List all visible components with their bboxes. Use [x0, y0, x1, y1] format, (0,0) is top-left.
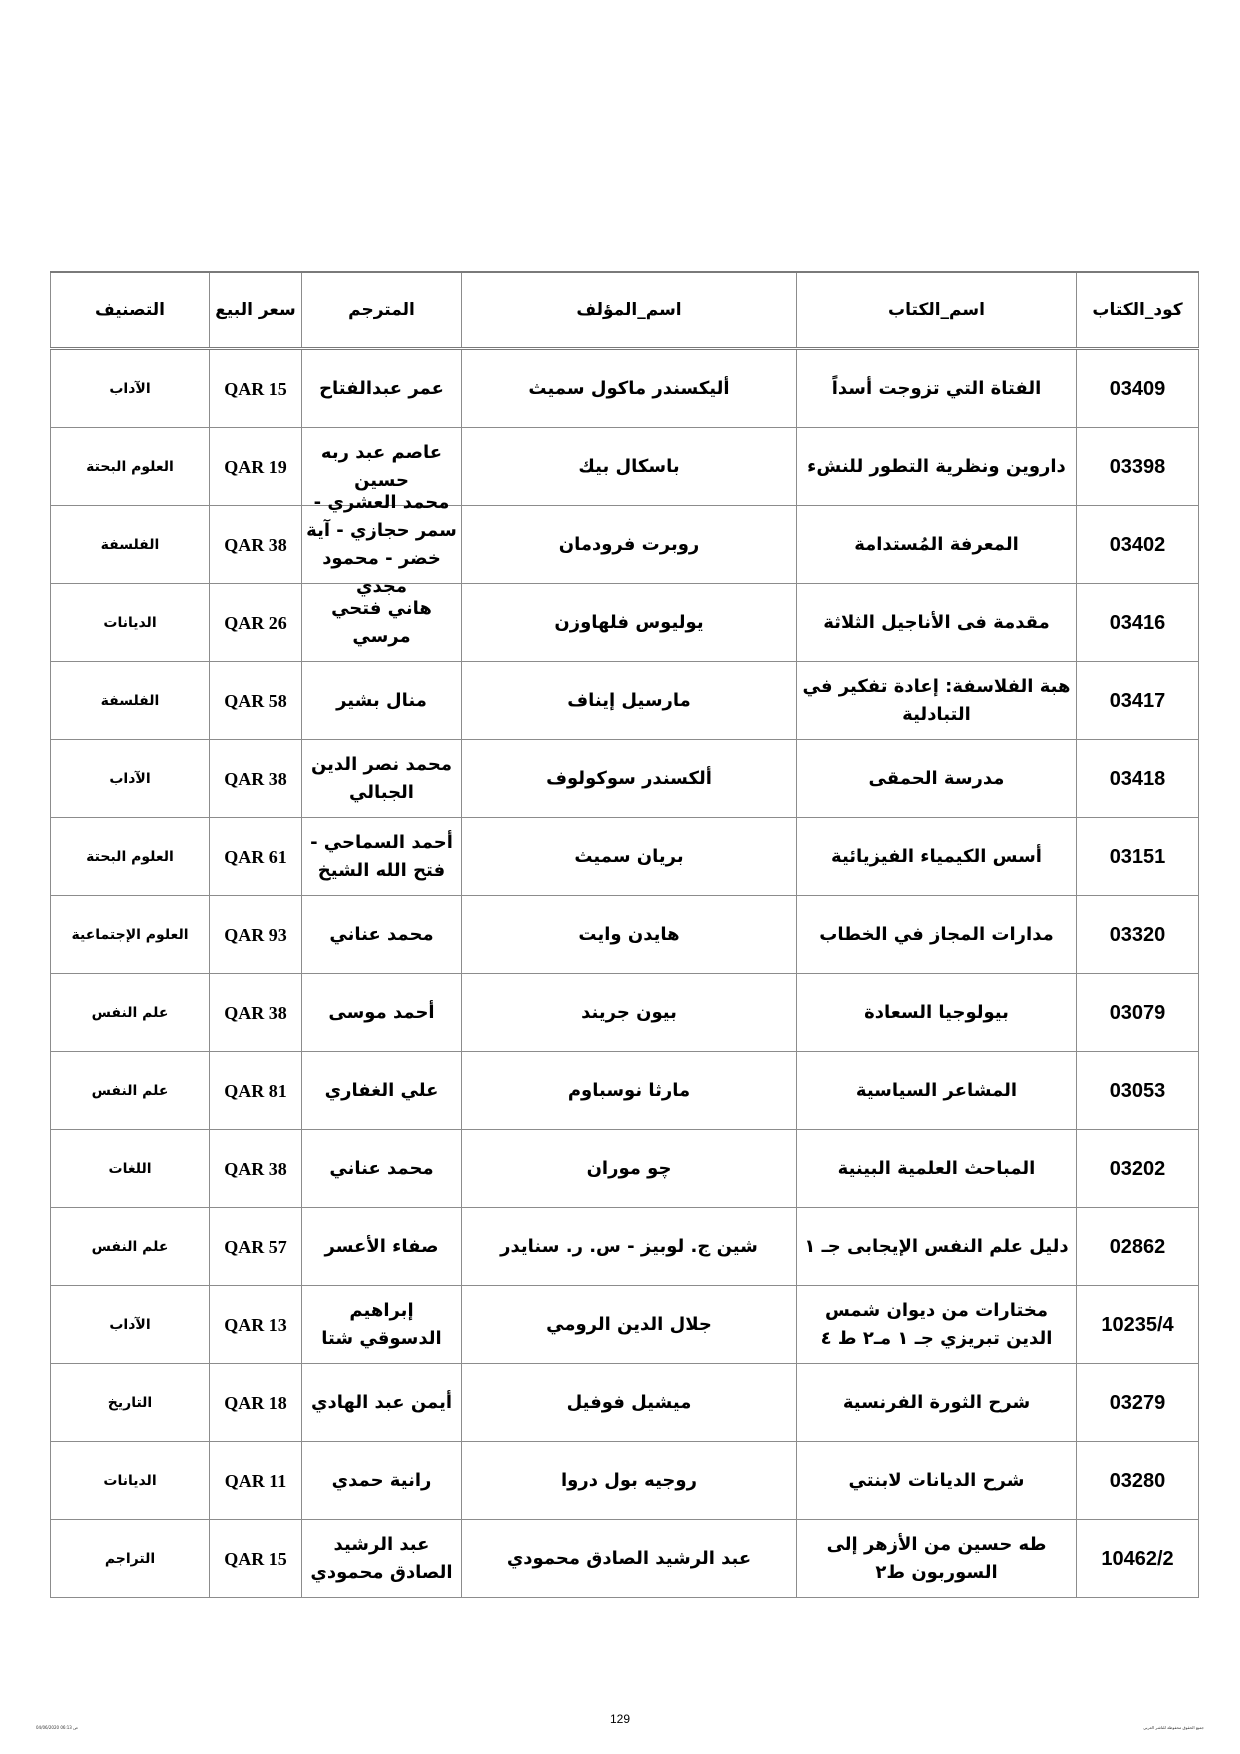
book-code-cell: 03280: [1077, 1442, 1199, 1520]
author-cell: شين ج. لوبيز - س. ر. سنايدر: [462, 1208, 797, 1286]
book-title-cell: المشاعر السياسية: [797, 1052, 1077, 1130]
category-cell: الآداب: [51, 1286, 210, 1364]
book-code-cell: 03398: [1077, 428, 1199, 506]
category-cell: العلوم البحتة: [51, 818, 210, 896]
author-cell: مارثا نوسباوم: [462, 1052, 797, 1130]
author-cell: يوليوس فلهاوزن: [462, 584, 797, 662]
author-cell: ميشيل فوفيل: [462, 1364, 797, 1442]
book-title-cell: داروين ونظرية التطور للنشء: [797, 428, 1077, 506]
book-code-cell: 02862: [1077, 1208, 1199, 1286]
table-row: [51, 1364, 1199, 1442]
author-cell: ألكسندر سوكولوف: [462, 740, 797, 818]
book-code-cell: 03053: [1077, 1052, 1199, 1130]
author-cell: روجيه بول دروا: [462, 1442, 797, 1520]
book-title-cell: مدارات المجاز في الخطاب: [797, 896, 1077, 974]
price-cell: QAR 58: [210, 662, 302, 740]
table-row: [51, 662, 1199, 740]
price-cell: QAR 13: [210, 1286, 302, 1364]
book-code-cell: 10235/4: [1077, 1286, 1199, 1364]
category-cell: علم النفس: [51, 1052, 210, 1130]
book-title-cell: المعرفة المُستدامة: [797, 506, 1077, 584]
book-title-cell: شرح الديانات لابنتي: [797, 1442, 1077, 1520]
price-cell: QAR 18: [210, 1364, 302, 1442]
table-row: [51, 1442, 1199, 1520]
book-title-cell: طه حسين من الأزهر إلى السوربون ط٢: [797, 1520, 1077, 1598]
footer-right-note: جميع الحقوق محفوظة للناشر العربي: [1143, 1725, 1204, 1730]
price-cell: QAR 38: [210, 506, 302, 584]
header-code: كود_الكتاب: [1077, 272, 1199, 349]
price-cell: QAR 11: [210, 1442, 302, 1520]
author-cell: مارسيل إيناف: [462, 662, 797, 740]
author-cell: روبرت فرودمان: [462, 506, 797, 584]
price-cell: QAR 57: [210, 1208, 302, 1286]
price-cell: QAR 38: [210, 740, 302, 818]
table-row: [51, 740, 1199, 818]
translator-cell: أحمد موسى: [302, 974, 462, 1052]
translator-cell: منال بشير: [302, 662, 462, 740]
book-title-cell: هبة الفلاسفة: إعادة تفكير في التبادلية: [797, 662, 1077, 740]
category-cell: التراجم: [51, 1520, 210, 1598]
translator-cell: محمد عناني: [302, 1130, 462, 1208]
author-cell: چو موران: [462, 1130, 797, 1208]
translator-cell: هاني فتحي مرسي: [302, 584, 462, 662]
book-title-cell: الفتاة التي تزوجت أسداً: [797, 349, 1077, 428]
book-title-cell: شرح الثورة الفرنسية: [797, 1364, 1077, 1442]
price-cell: QAR 38: [210, 1130, 302, 1208]
table-row: [51, 584, 1199, 662]
translator-cell: محمد عناني: [302, 896, 462, 974]
book-title-cell: أسس الكيمياء الفيزيائية: [797, 818, 1077, 896]
book-code-cell: 03151: [1077, 818, 1199, 896]
table-row: [51, 349, 1199, 428]
header-category: التصنيف: [51, 272, 210, 349]
table-row: [51, 1286, 1199, 1364]
book-code-cell: 03417: [1077, 662, 1199, 740]
price-cell: QAR 15: [210, 349, 302, 428]
author-cell: عبد الرشيد الصادق محمودي: [462, 1520, 797, 1598]
header-translator: المترجم: [302, 272, 462, 349]
translator-cell: رانية حمدي: [302, 1442, 462, 1520]
category-cell: اللغات: [51, 1130, 210, 1208]
footer-left-note: 04/06/2020 06:13 ص: [36, 1725, 78, 1730]
book-code-cell: 03079: [1077, 974, 1199, 1052]
translator-cell: عمر عبدالفتاح: [302, 349, 462, 428]
translator-cell: عبد الرشيد الصادق محمودي: [302, 1520, 462, 1598]
translator-cell: علي الغفاري: [302, 1052, 462, 1130]
table-row: [51, 1208, 1199, 1286]
translator-cell: أيمن عبد الهادي: [302, 1364, 462, 1442]
category-cell: العلوم الإجتماعية: [51, 896, 210, 974]
author-cell: أليكسندر ماكول سميث: [462, 349, 797, 428]
book-code-cell: 03409: [1077, 349, 1199, 428]
book-code-cell: 03418: [1077, 740, 1199, 818]
book-title-cell: بيولوجيا السعادة: [797, 974, 1077, 1052]
category-cell: الآداب: [51, 349, 210, 428]
table-row: [51, 1052, 1199, 1130]
header-author: اسم_المؤلف: [462, 272, 797, 349]
category-cell: العلوم البحتة: [51, 428, 210, 506]
author-cell: جلال الدين الرومي: [462, 1286, 797, 1364]
category-cell: التاريخ: [51, 1364, 210, 1442]
book-code-cell: 03416: [1077, 584, 1199, 662]
author-cell: بيون جريند: [462, 974, 797, 1052]
header-price: سعر البيع: [210, 272, 302, 349]
page-number: 129: [609, 1712, 631, 1726]
book-title-cell: مختارات من ديوان شمس الدين تبريزي جـ ١ مـ٢ ط ٤: [797, 1286, 1077, 1364]
book-code-cell: 10462/2: [1077, 1520, 1199, 1598]
author-cell: باسكال بيك: [462, 428, 797, 506]
table-row: [51, 1520, 1199, 1598]
price-cell: QAR 38: [210, 974, 302, 1052]
price-cell: QAR 19: [210, 428, 302, 506]
price-cell: QAR 26: [210, 584, 302, 662]
author-cell: هايدن وايت: [462, 896, 797, 974]
category-cell: علم النفس: [51, 1208, 210, 1286]
book-title-cell: مدرسة الحمقى: [797, 740, 1077, 818]
table-row: [51, 1130, 1199, 1208]
translator-cell: محمد نصر الدين الجبالي: [302, 740, 462, 818]
price-cell: QAR 15: [210, 1520, 302, 1598]
book-code-cell: 03320: [1077, 896, 1199, 974]
header-title: اسم_الكتاب: [797, 272, 1077, 349]
price-cell: QAR 81: [210, 1052, 302, 1130]
table-body: [51, 349, 1199, 1598]
translator-cell: صفاء الأعسر: [302, 1208, 462, 1286]
category-cell: الديانات: [51, 1442, 210, 1520]
table-row: [51, 974, 1199, 1052]
translator-text-clipped: محمد العشري - سمر حجازي - آية خضر - محمود مجدي: [306, 491, 457, 597]
price-cell: QAR 93: [210, 896, 302, 974]
book-title-cell: مقدمة فى الأناجيل الثلاثة: [797, 584, 1077, 662]
category-cell: الفلسفة: [51, 662, 210, 740]
translator-cell: عاصم عبد ربه حسين: [302, 428, 462, 506]
category-cell: الفلسفة: [51, 506, 210, 584]
book-code-cell: 03202: [1077, 1130, 1199, 1208]
category-cell: علم النفس: [51, 974, 210, 1052]
table-row: [51, 506, 1199, 584]
book-title-cell: دليل علم النفس الإيجابى جـ ١: [797, 1208, 1077, 1286]
book-catalog-table: [50, 271, 1199, 1598]
category-cell: الآداب: [51, 740, 210, 818]
category-cell: الديانات: [51, 584, 210, 662]
table-header-row: [51, 272, 1199, 349]
translator-cell: أحمد السماحي - فتح الله الشيخ: [302, 818, 462, 896]
table-row: [51, 428, 1199, 506]
book-code-cell: 03279: [1077, 1364, 1199, 1442]
book-code-cell: 03402: [1077, 506, 1199, 584]
table-row: [51, 896, 1199, 974]
author-cell: بريان سميث: [462, 818, 797, 896]
book-title-cell: المباحث العلمية البينية: [797, 1130, 1077, 1208]
price-cell: QAR 61: [210, 818, 302, 896]
translator-cell: [302, 491, 462, 597]
table-row: [51, 818, 1199, 896]
translator-cell: إبراهيم الدسوقي شتا: [302, 1286, 462, 1364]
